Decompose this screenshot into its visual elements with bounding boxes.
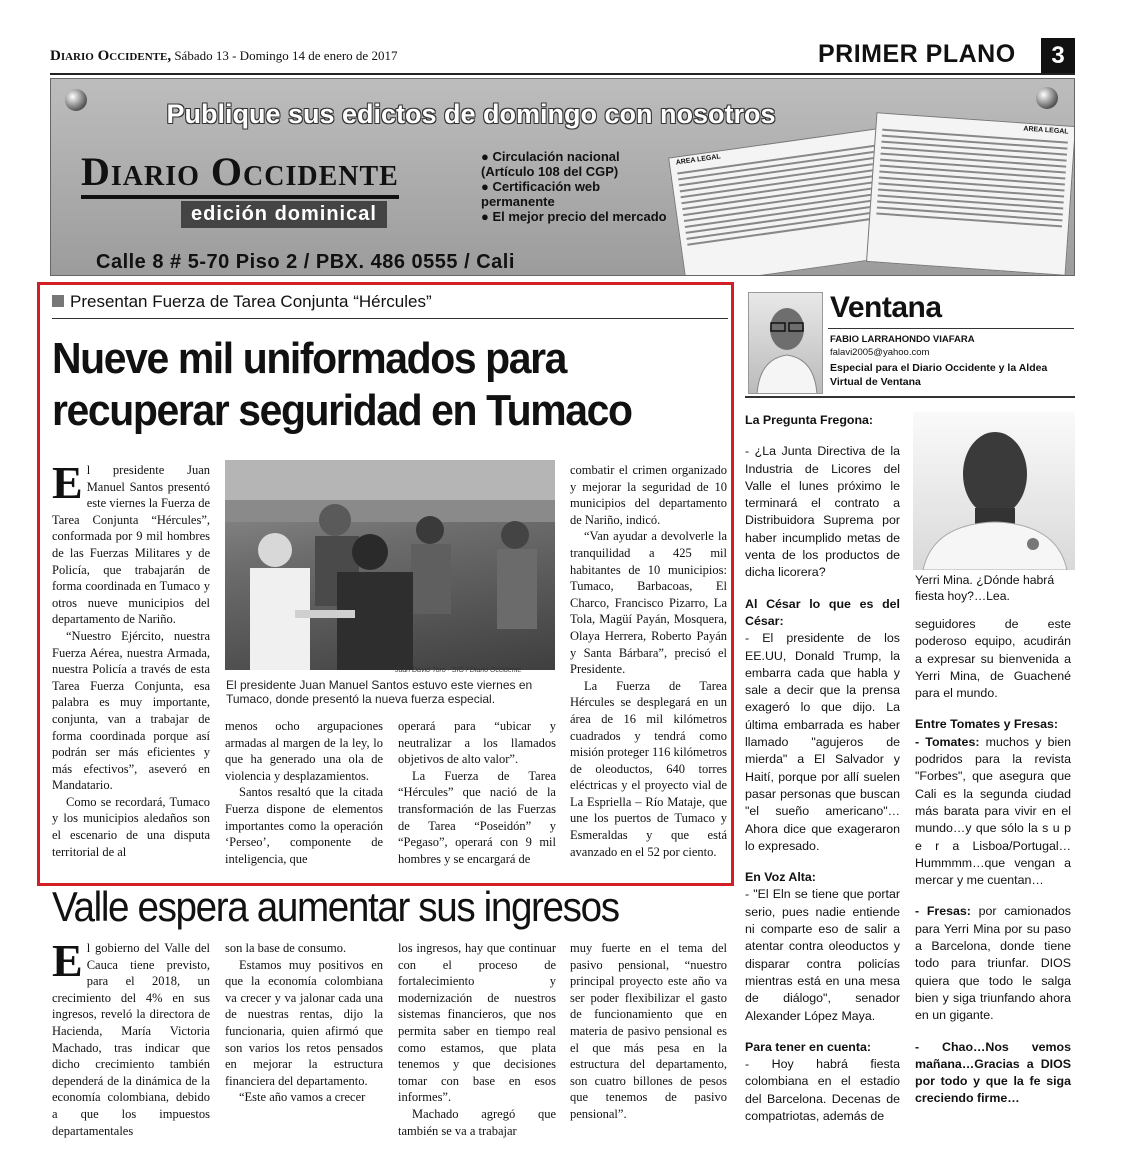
drop-cap: E xyxy=(52,935,83,986)
subhead: Entre Tomates y Fresas: xyxy=(915,717,1059,732)
subhead: Para tener en cuenta: xyxy=(745,1039,872,1054)
legal-page-illustration xyxy=(866,112,1075,276)
paragraph: - El presidente de los EE.UU, Donald Trump, la embarra cada que habla y sale a decir que la prensa exageró lo que dijo. La última embarrada es haber llamado "agujeros de mierda" a El Salvador y Haití, porque por allí suelen pasar personas que buscan "el sueño americano"…Ahora dice que exageraron lo expresado. xyxy=(745,631,900,853)
section-title: PRIMER PLANO xyxy=(818,40,1016,68)
paper-name: Diario Occidente, xyxy=(50,48,172,64)
page-number: 3 xyxy=(1041,38,1075,74)
article2-column xyxy=(398,940,556,1139)
paragraph: menos ocho argupaciones armadas al margen de la ley, lo que ha generado una ola de violencia y desplazamientos. xyxy=(225,719,383,783)
item-label: - Tomates: xyxy=(915,734,980,749)
author-portrait-illustration xyxy=(749,293,823,394)
article-kicker xyxy=(52,292,432,312)
photo-illustration xyxy=(225,460,555,670)
subhead: En Voz Alta: xyxy=(745,870,816,885)
kicker-text: Presentan Fuerza de Tarea Conjunta “Hércules” xyxy=(70,292,432,311)
paragraph-text: por camionados para Yerri Mina por su paso a Barcelona, donde tiene todo para triunfar. DIOS quiera que todo le salga bien y siga triunfando ahora en un gigante. xyxy=(915,904,1072,1023)
article-headline xyxy=(52,333,684,437)
article-column xyxy=(52,457,210,860)
photo-credit: Juan David Toro · SIG / Diario Occidente xyxy=(395,667,522,674)
closing-line: - Chao…Nos vemos mañana…Gracias a DIOS por todo y que la fe siga creciendo firme… xyxy=(915,1039,1071,1106)
ad-benefit: ● El mejor precio del mercado xyxy=(481,209,671,224)
legal-page-label: AREA LEGAL xyxy=(1023,125,1069,136)
subhead: La Pregunta Fregona: xyxy=(745,413,874,427)
paragraph: son la base de consumo. xyxy=(225,941,347,955)
paragraph xyxy=(52,457,210,628)
paragraph: - Hoy habrá fiesta colombiana en el estadio del Barcelona. Decenas de compatriotas, además de xyxy=(745,1057,900,1123)
paragraph: La Fuerza de Tarea Hércules se desplegará en un área de 16 mil kilómetros cuadrados y tendrá como misión proteger 116 kilómetros de oleoductos, 640 torres eléctricas y el proyecto vial de La Espriella – Río Mataje, que une los puertos de Tumaco y Esmeraldas y que está avanzado en el 52 por ciento. xyxy=(570,678,727,859)
article2-column xyxy=(570,940,727,1123)
ad-address: Calle 8 # 5-70 Piso 2 / PBX. 486 0555 / Cali xyxy=(96,251,515,273)
ventana-column-right xyxy=(915,616,1071,1108)
photo-caption xyxy=(226,678,556,706)
header-rule xyxy=(50,73,1075,75)
subhead: Al César lo que es del César: xyxy=(745,596,900,628)
paragraph: los ingresos, hay que continuar con el proceso de fortalecimiento y modernización de nuestros sistemas financieros, que nos permita saber en tiempo real como estamos, que plata tenemos y que decisiones tomar con base en esos informes”. xyxy=(398,941,556,1105)
headline-line: recuperar seguridad en Tumaco xyxy=(52,386,632,435)
article-column xyxy=(398,718,556,867)
article-column xyxy=(570,462,727,860)
paragraph: “Este año vamos a crecer xyxy=(239,1090,366,1105)
paragraph: Como se recordará, Tumaco y los municipios aledaños son el escenario de una disputa territorial de al xyxy=(52,794,210,859)
caption-lead: Yerri Mina. xyxy=(915,573,973,587)
paragraph xyxy=(52,935,210,1139)
paragraph-text: l presidente Juan Manuel Santos presentó este viernes la Fuerza de Tarea Conjunta “Hércules”, conformada por 9 mil hombres de las Fuerzas Militares y de Policía, que trabajarán de forma coordinada en Tumaco y otros nueve municipios del departamento de Nariño. xyxy=(52,463,210,627)
ad-benefit: ● Certificación web permanente xyxy=(481,179,671,209)
paragraph: Machado agregó que también se va a trabajar xyxy=(398,1106,556,1138)
paragraph: “Nuestro Ejército, nuestra Fuerza Aérea, nuestra Armada, nuestra Policía a través de esta Tarea Fuerza Conjunta, esa palabra es muy importante, conjunta, van a trabajar de forma coordinada porque así podrán ser más eficientes y más efectivos”, aseveró en Mandatario. xyxy=(52,628,210,793)
edicts-advertisement xyxy=(50,78,1075,276)
paragraph: “Van ayudar a devolverle la tranquilidad a 425 mil habitantes de 10 municipios: Tumaco, Barbacoas, El Charco, Francisco Pizarro, La Tola, Magüí Payán, Mosquera, Olaya Herrera, Roberto Payán y Santa Bárbara”, precisó el Presidente. xyxy=(570,529,727,677)
drop-cap: E xyxy=(52,457,83,508)
kicker-rule xyxy=(52,318,728,319)
article2-column xyxy=(52,935,210,1139)
paragraph: La Fuerza de Tarea “Hércules” que nació de la transformación de las Fuerzas de Tarea “Poseidón” y “Pegaso”, operará con 9 mil hombres y se encargará de xyxy=(398,768,556,866)
item-label: - Fresas: xyxy=(915,904,971,919)
paragraph: seguidores de este poderoso equipo, acudirán a expresar su bienvenida a Yerri Mina, de Guachené para el mundo. xyxy=(915,617,1071,701)
caption-text: Juan Manuel Santos estuvo este viernes en Tumaco, donde presentó la nueva fuerza especial. xyxy=(226,678,533,706)
paragraph xyxy=(915,734,1071,890)
column-title-rule xyxy=(828,328,1074,329)
caption-text: ¿Dónde habrá fiesta hoy?…Lea. xyxy=(915,573,1055,603)
paragraph-text: l gobierno del Valle del Cauca tiene previsto, para el 2018, un crecimiento del 4% en sus ingresos, reveló la directora de Hacienda, María Victoria Machado, tras indicar que dicho crecimiento también dependerá de la dinámica de la economía colombiana, debido a que los impuestos departamentales xyxy=(52,941,210,1138)
paragraph: Santos resaltó que la citada Fuerza dispone de elementos importantes como la operación ‘Perseo’, componente de inteligencia, que xyxy=(225,785,383,866)
square-bullet-icon xyxy=(52,295,64,307)
legal-page-label: AREA LEGAL xyxy=(675,153,722,167)
headline-line: Nueve mil uniformados para xyxy=(52,334,567,383)
pushpin-icon xyxy=(1036,87,1058,109)
ad-benefits-list xyxy=(481,149,671,224)
article2-column xyxy=(225,940,383,1106)
column-credit: Especial para el Diario Occidente y la Aldea Virtual de Ventana xyxy=(830,362,1048,388)
article2-headline: Valle espera aumentar sus ingresos xyxy=(52,883,619,930)
ad-edition: edición dominical xyxy=(181,201,387,228)
column-author: FABIO LARRAHONDO VIAFARA xyxy=(830,334,975,345)
column-title: Ventana xyxy=(830,291,942,324)
paragraph: - "El Eln se tiene que portar serio, pues nadie entiende ni comparte eso de salir a atentar contra oleoductos y disparar contra policías mientras está en una mesa de diálogo", senador Alexander López Maya. xyxy=(745,887,900,1023)
masthead xyxy=(50,48,750,65)
paragraph: operará para “ubicar y neutralizar a los llamados objetivos de alto valor”. xyxy=(398,719,556,767)
paragraph-text: muchos y bien podridos para la revista "Forbes", que asegura que Cali es la segunda ciudad más barata para vivir en el mundo…y que sólo la s u p e r a Lisboa/Portugal…Hummmm…que vengan a mercar y me cuentan… xyxy=(915,734,1071,888)
paragraph: - ¿La Junta Directiva de la Industria de Licores del Valle el lunes próximo le terminará el contrato a Distribuidora Suprema por haber incumplido metas de venta de los productos de dicha licorera? xyxy=(745,444,900,580)
santos-event-photo xyxy=(225,460,555,670)
author-email: falavi2005@yahoo.com xyxy=(830,347,930,358)
paragraph xyxy=(915,903,1071,1024)
photo-caption xyxy=(915,572,1075,604)
issue-date: Sábado 13 - Domingo 14 de enero de 2017 xyxy=(174,48,398,63)
paragraph: combatir el crimen organizado y mejorar la seguridad de 10 municipios del departamento de Nariño, indicó. xyxy=(570,463,727,527)
author-portrait xyxy=(748,292,823,394)
ad-logo: Diario Occidente xyxy=(81,149,399,199)
caption-lead: El presidente xyxy=(226,678,297,692)
ventana-column-left xyxy=(745,412,900,1125)
paragraph: Estamos muy positivos en que la economía colombiana va crecer y va jalonar cada una de nuestras rentas, dijo la funcionaria, quien afirmó que son varios los retos pensados en mejorar la estructura financiera del departamento. xyxy=(225,957,383,1088)
article-column xyxy=(225,718,383,867)
player-illustration xyxy=(913,412,1075,570)
ad-headline: Publique sus edictos de domingo con nosotros xyxy=(166,99,776,129)
paragraph: muy fuerte en el tema del pasivo pensional, “nuestro principal proyecto este año va ser poder flexibilizar el gasto de funcionamiento que en materia de pasivo pensional es el que más pesa en la estructura del departamento, son cuatro billones de pesos que tenemos de pasivo pensional”. xyxy=(570,941,727,1121)
yerri-mina-photo xyxy=(913,412,1075,570)
ad-benefit: ● Circulación nacional (Artículo 108 del CGP) xyxy=(481,149,671,179)
